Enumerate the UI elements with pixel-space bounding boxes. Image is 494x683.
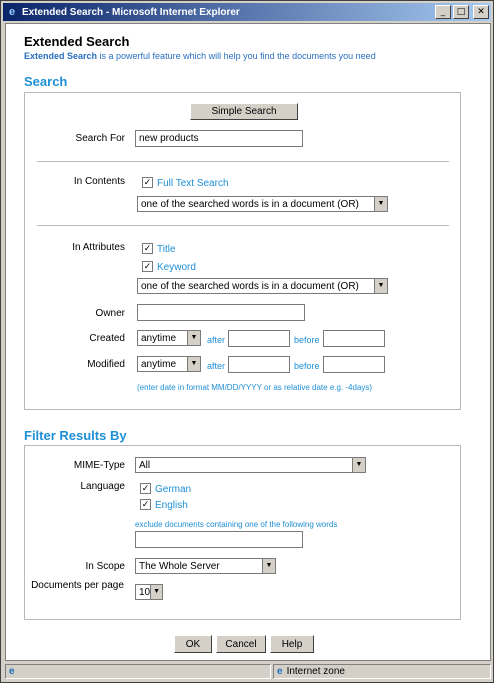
keyword-checkbox[interactable]: ✓ <box>143 261 152 271</box>
full-text-checkbox[interactable]: ✓ <box>143 177 152 187</box>
modified-after-label: after <box>207 361 226 371</box>
description-bold: Extended Search <box>24 51 98 61</box>
keyword-attr-label: Keyword <box>157 262 196 273</box>
ok-button[interactable]: OK <box>174 635 212 653</box>
internet-zone-icon: e <box>277 666 283 677</box>
page-description <box>24 51 376 61</box>
owner-input[interactable] <box>137 304 305 321</box>
title-attr-label: Title <box>157 244 176 255</box>
search-for-label: Search For <box>75 133 125 144</box>
page-content <box>5 23 491 661</box>
docs-per-page-label: Documents per page <box>31 580 124 591</box>
chevron-down-icon: ▼ <box>150 585 162 599</box>
minimize-button[interactable]: _ <box>435 5 451 19</box>
zone-label: Internet zone <box>286 666 345 677</box>
chevron-down-icon: ▼ <box>262 559 275 573</box>
created-after-label: after <box>207 335 226 345</box>
modified-select[interactable] <box>137 356 201 372</box>
divider <box>37 225 449 226</box>
created-select[interactable] <box>137 330 201 346</box>
window-title: Extended Search - Microsoft Internet Explorer <box>22 6 240 18</box>
exclude-words-input[interactable] <box>135 531 303 548</box>
page-title: Extended Search <box>24 34 130 49</box>
contents-mode-value: one of the searched words is in a document (OR) <box>141 198 359 210</box>
chevron-down-icon: ▼ <box>352 458 365 472</box>
attributes-mode-value: one of the searched words is in a document (OR) <box>141 280 359 292</box>
title-checkbox[interactable]: ✓ <box>143 243 152 253</box>
created-before-label: before <box>294 335 320 345</box>
mime-type-label: MIME-Type <box>73 460 125 471</box>
filter-section-title: Filter Results By <box>24 428 127 443</box>
maximize-button[interactable]: □ <box>453 5 469 19</box>
language-label: Language <box>80 481 125 492</box>
modified-before-label: before <box>294 361 320 371</box>
attributes-mode-select[interactable] <box>137 278 388 294</box>
created-after-input[interactable] <box>228 330 290 347</box>
filter-panel <box>24 445 461 620</box>
english-label: English <box>155 500 188 511</box>
title-bar <box>3 3 491 21</box>
chevron-down-icon: ▼ <box>187 331 200 345</box>
created-value: anytime <box>141 332 177 344</box>
page-status-icon: e <box>9 666 15 677</box>
exclude-words-label: exclude documents containing one of the following words <box>135 520 338 529</box>
modified-before-input[interactable] <box>323 356 385 373</box>
status-bar <box>5 663 491 680</box>
description-text: is a powerful feature which will help you find the documents you need <box>97 51 376 61</box>
modified-value: anytime <box>141 358 177 370</box>
chevron-down-icon: ▼ <box>187 357 200 371</box>
divider <box>37 161 449 162</box>
search-panel <box>24 92 461 410</box>
owner-label: Owner <box>95 308 125 319</box>
german-label: German <box>155 484 192 495</box>
created-before-input[interactable] <box>323 330 385 347</box>
search-for-input[interactable] <box>135 130 303 147</box>
docs-per-page-select[interactable] <box>135 584 163 600</box>
chevron-down-icon: ▼ <box>374 279 387 293</box>
contents-mode-select[interactable] <box>137 196 388 212</box>
internet-explorer-icon: e <box>8 6 16 18</box>
zone-cell <box>273 664 491 679</box>
cancel-button[interactable]: Cancel <box>216 635 266 653</box>
in-attributes-label: In Attributes <box>72 242 125 253</box>
chevron-down-icon: ▼ <box>374 197 387 211</box>
german-checkbox[interactable]: ✓ <box>141 483 150 493</box>
scope-select[interactable] <box>135 558 276 574</box>
date-format-hint: (enter date in format MM/DD/YYYY or as relative date e.g. -4days) <box>137 383 373 392</box>
mime-type-select[interactable] <box>135 457 366 473</box>
close-button[interactable]: ✕ <box>473 5 489 19</box>
full-text-label: Full Text Search <box>157 178 229 189</box>
scope-value: The Whole Server <box>139 560 220 572</box>
modified-after-input[interactable] <box>228 356 290 373</box>
scope-label: In Scope <box>85 561 125 572</box>
search-section-title: Search <box>24 74 68 89</box>
simple-search-button[interactable]: Simple Search <box>190 103 298 120</box>
modified-label: Modified <box>87 359 125 370</box>
mime-type-value: All <box>139 459 151 471</box>
help-button[interactable]: Help <box>270 635 314 653</box>
in-contents-label: In Contents <box>73 176 125 187</box>
english-checkbox[interactable]: ✓ <box>141 499 150 509</box>
status-text-cell <box>5 664 271 679</box>
created-label: Created <box>89 333 125 344</box>
docs-per-page-value: 10 <box>139 586 151 598</box>
